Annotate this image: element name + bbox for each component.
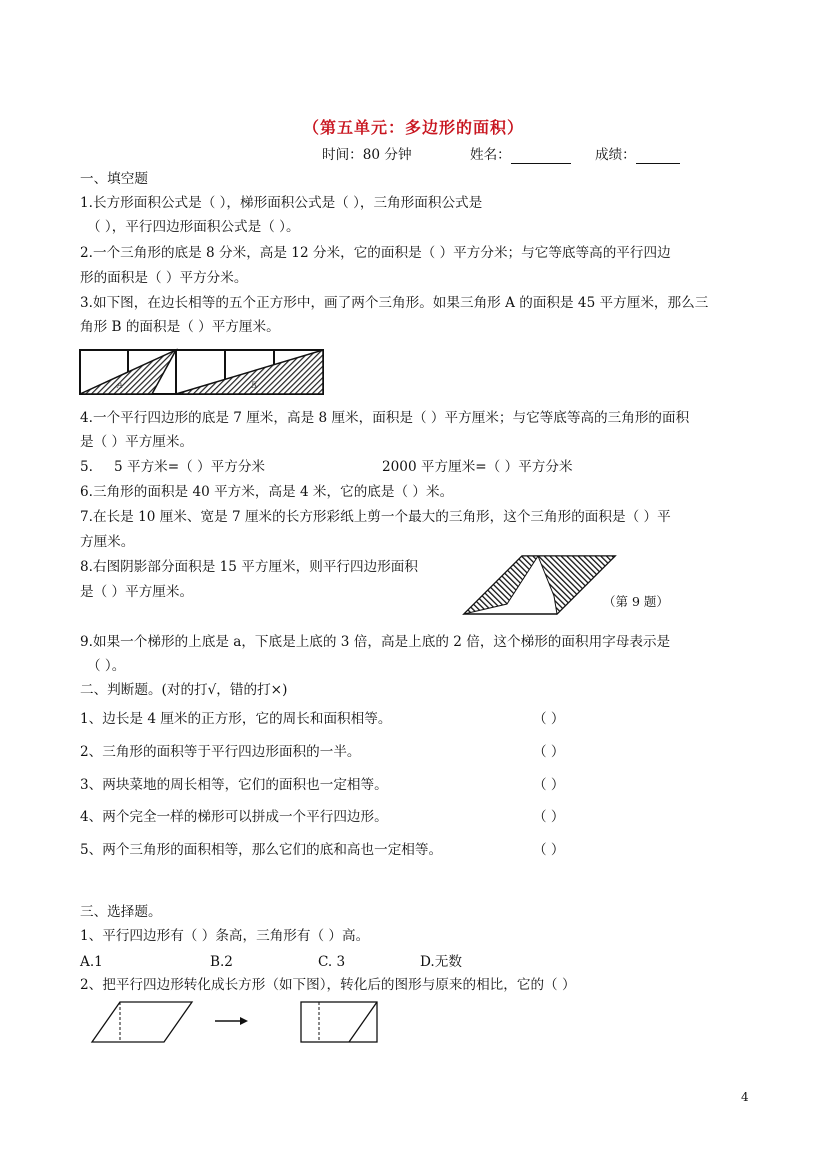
question-7-line1: 7.在长是 10 厘米、宽是 7 厘米的长方形彩纸上剪一个最大的三角形，这个三角形的面积是（ ）平 bbox=[80, 509, 671, 525]
page-title: （第五单元：多边形的面积） bbox=[302, 118, 524, 137]
question-1-line1: 1.长方形面积公式是（ ），梯形面积公式是（ ），三角形面积公式是 bbox=[80, 195, 483, 211]
question-4-line2: 是（ ）平方厘米。 bbox=[80, 434, 194, 450]
question-1-line2: （ ），平行四边形面积公式是（ ）。 bbox=[87, 219, 300, 235]
judgment-item: 5、两个三角形的面积相等，那么它们的底和高也一定相等。 bbox=[80, 842, 443, 858]
question-9-line1: 9.如果一个梯形的上底是 a，下底是上底的 3 倍，高是上底的 2 倍，这个梯形的面积用字母表示是 bbox=[80, 634, 671, 650]
judgment-item: 2、三角形的面积等于平行四边形面积的一半。 bbox=[80, 744, 361, 760]
name-blank bbox=[511, 149, 571, 164]
question-5-part-b: 2000 平方厘米=（ ）平方分米 bbox=[382, 459, 573, 475]
rectangle-shape bbox=[301, 1002, 377, 1042]
choice-option: D.无数 bbox=[420, 954, 462, 970]
judgment-answer-box: （ ） bbox=[533, 744, 565, 760]
name-field bbox=[470, 146, 571, 164]
question-5-part-a: 5 平方米=（ ）平方分米 bbox=[114, 459, 266, 475]
score-blank bbox=[636, 149, 680, 164]
choice-option: A.1 bbox=[80, 954, 103, 970]
score-field bbox=[595, 146, 680, 164]
question-3-line2: 角形 B 的面积是（ ）平方厘米。 bbox=[80, 319, 280, 335]
question-7-line2: 方厘米。 bbox=[80, 534, 135, 550]
time-label: 时间：80 分钟 bbox=[322, 147, 412, 163]
judgment-item: 4、两个完全一样的梯形可以拼成一个平行四边形。 bbox=[80, 809, 388, 825]
choice-option: B.2 bbox=[210, 954, 233, 970]
judgment-item: 3、两块菜地的周长相等，它们的面积也一定相等。 bbox=[80, 777, 388, 793]
question-3-line1: 3.如下图，在边长相等的五个正方形中，画了两个三角形。如果三角形 A 的面积是 45 平方厘米，那么三 bbox=[80, 295, 709, 311]
score-label: 成绩： bbox=[595, 147, 636, 163]
judgment-answer-box: （ ） bbox=[533, 809, 565, 825]
judgment-answer-box: （ ） bbox=[533, 777, 565, 793]
question-8-line1: 8.右图阴影部分面积是 15 平方厘米，则平行四边形面积 bbox=[80, 559, 418, 575]
transform-figure bbox=[80, 1000, 380, 1046]
question-6: 6.三角形的面积是 40 平方米，高是 4 米，它的底是（ ）米。 bbox=[80, 484, 454, 500]
page-number: 4 bbox=[741, 1090, 749, 1104]
triangle-b-label: B bbox=[251, 380, 257, 390]
question-5-number: 5. bbox=[80, 459, 93, 475]
question-2-line1: 2.一个三角形的底是 8 分米，高是 12 分米，它的面积是（ ）平方分米；与它等底等高的平行四边 bbox=[80, 245, 671, 261]
question-2-line2: 形的面积是（ ）平方分米。 bbox=[80, 270, 248, 286]
choice-question-2: 2、把平行四边形转化成长方形（如下图），转化后的图形与原来的相比，它的（ ） bbox=[80, 977, 576, 993]
parallelogram-figure bbox=[462, 554, 617, 616]
parallelogram-shape bbox=[92, 1002, 192, 1042]
choice-option: C. 3 bbox=[318, 954, 346, 970]
section3-heading: 三、选择题。 bbox=[80, 904, 162, 920]
triangle-a-label: A bbox=[117, 380, 123, 390]
five-squares-figure bbox=[79, 349, 324, 395]
section1-heading: 一、填空题 bbox=[80, 171, 148, 187]
section2-heading: 二、判断题。(对的打√，错的打×) bbox=[80, 682, 288, 698]
judgment-item: 1、边长是 4 厘米的正方形，它的周长和面积相等。 bbox=[80, 711, 392, 727]
judgment-answer-box: （ ） bbox=[533, 842, 565, 858]
choice-question-1: 1、平行四边形有（ ）条高，三角形有（ ）高。 bbox=[80, 928, 370, 944]
figure-9-caption: （第 9 题） bbox=[603, 594, 669, 609]
judgment-answer-box: （ ） bbox=[533, 711, 565, 727]
question-4-line1: 4.一个平行四边形的底是 7 厘米，高是 8 厘米，面积是（ ）平方厘米；与它等底等高的三角形的面积 bbox=[80, 410, 690, 426]
question-9-line2: （ ）。 bbox=[87, 658, 126, 674]
question-8-line2: 是（ ）平方厘米。 bbox=[80, 584, 194, 600]
name-label: 姓名： bbox=[470, 147, 511, 163]
